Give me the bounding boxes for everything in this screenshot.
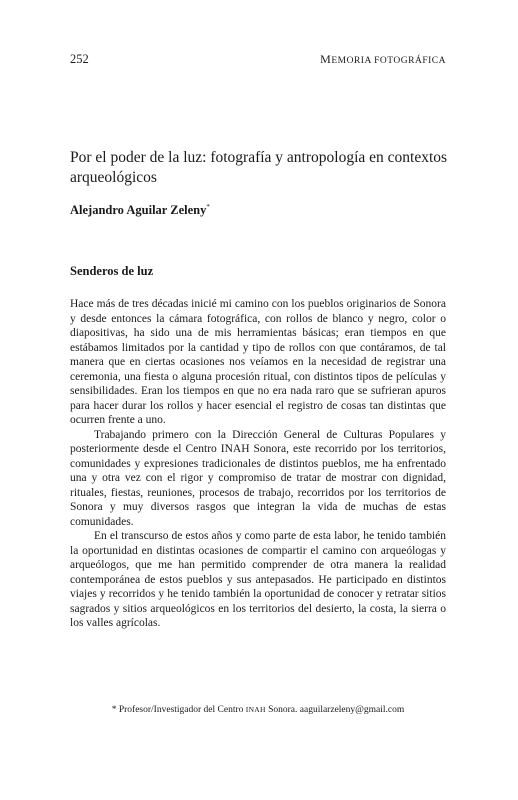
footnote-suffix: Sonora. aaguilarzeleny@gmail.com <box>265 705 405 715</box>
author-line <box>70 203 210 218</box>
footnote <box>70 704 446 716</box>
running-head-smallcaps: EMORIA FOTOGRÁFICA <box>331 56 446 66</box>
running-head-initial: M <box>320 52 332 66</box>
author-footnote-mark: * <box>206 203 210 211</box>
author-name: Alejandro Aguilar Zeleny <box>70 203 207 217</box>
article-title: Por el poder de la luz: fotografía y antropología en contextos arqueológicos <box>70 149 448 186</box>
paragraph-2: Trabajando primero con la Dirección General de Culturas Populares y posteriormente desde el Centro INAH Sonora, este recorrido por los territorios, comunidades y expresiones tradicionales de distintos pueblos, me ha enfrentado una y otra vez con el rigor y compromiso de tratar de mostrar con dignidad, rituales, fiestas, reuniones, procesos de trabajo, recorridos por los territorios de Sonora y muy diversos rasgos que integran la vida de muchas de estas comunidades. <box>70 428 446 528</box>
footnote-institution: INAH <box>245 705 266 714</box>
page-number: 252 <box>70 52 89 66</box>
running-head <box>320 52 446 67</box>
footnote-prefix: * Profesor/Investigador del Centro <box>111 705 246 715</box>
body-text <box>70 297 446 631</box>
section-heading: Senderos de luz <box>70 264 154 278</box>
paragraph-3: En el transcurso de estos años y como parte de esta labor, he tenido también la oportunidad en distintas ocasiones de compartir el camino con arqueólogas y arqueólogos, que me han permitido comprender de otra manera la realidad contemporánea de estos pueblos y sus antepasados. He participado en distintos viajes y recorridos y he tenido también la oportunidad de conocer y retratar sitios sagrados y sitios arqueológicos en los territorios del desierto, la costa, la sierra o los valles agrícolas. <box>70 530 446 629</box>
paragraph-1: Hace más de tres décadas inicié mi camino con los pueblos originarios de Sonora y desde entonces la cámara fotográfica, con rollos de blanco y negro, color o diapositivas, ha sido una de mis herramientas básicas; eran tiempos en que estábamos limitados por la cantidad y tipo de rollos con que contáramos, de tal manera que en ciertas ocasiones nos veíamos en la necesidad de registrar una ceremonia, una fiesta o alguna procesión ritual, con distintos tipos de películas y sensibilidades. Eran los tiempos en que no era nada raro que se sufrieran apuros para hacer durar los rollos y hacer esencial el registro de cosas tan distintas que ocurren frente a uno. <box>70 298 446 426</box>
